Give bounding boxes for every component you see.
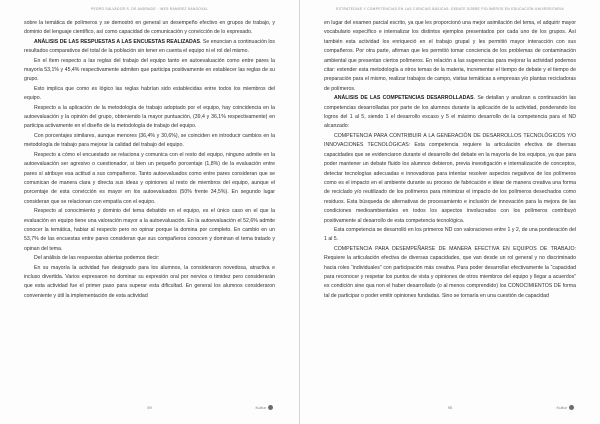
section-paragraph: ANÁLISIS DE LAS COMPETENCIAS DESARROLLADAS. Se detallan y analizan a continuación las competencias desarrolladas por parte de los alumnos durante la aplicación de la actividad, ponderando los logros del 1 al 5, siendo 1 el desarrollo escaso y 5 el máximo desarrollo de la competencia para el ND alcanzado: (324, 95, 576, 130)
journal-brand (557, 405, 574, 410)
paragraph: Con porcentajes similares, aunque menores (36,4% y 30,6%), se coinciden en introducir cambios en la metodología de trabajo para mejorar la calidad del trabajo del equipo. (24, 132, 275, 149)
paragraph: Respecto al conocimiento y dominio del tema debatido en el equipo, es el único caso en el que la evaluación en equipo tiene una valoración mayor a la autoevaluación. En la autoevaluación el 52,6% admite conocer la temática, habiar al respecto pero no opinar porque la domina por completo. En cambio en un 53,7% de las encuestas entre pares consideran que sus compañeros conocen y dominan el tema tratado y opinan del tema. (24, 208, 275, 252)
journal-brand (256, 405, 273, 410)
paragraph: Del análisis de las respuestas abiertas podemos decir: (34, 255, 160, 262)
paragraph: sobre la temática de polímeros y se demostró en general un desempeño efectivo en grupos de trabajo, y dominio del lenguaje científico, así como capacidad de comunicación y convicción de lo expresado. (24, 20, 275, 36)
section-heading: ANÁLISIS DE LAS RESPUESTAS A LAS ENCUESTAS REALIZADAS (34, 38, 200, 45)
section-heading: ANÁLISIS DE LAS COMPETENCIAS DESARROLLADAS (334, 95, 474, 102)
paragraph: Respecto a cómo el encuestado se relaciona y comunica con el resto del equipo, ninguno admite en la autoevaluación ser agresivo o cuestionador, si bien un pequeño porcentaje (1,8%) de la evaluación entre pares sí atribuye esa actitud a sus compañeros. Tanto autoevaluados como entre pares consideran que se comunican de manera clara y directa sus ideas y opiniones al resto de miembros del equipo, aunque el porcentaje de esta convicción es mayor en los autoevaluados (50% frente 34,5%). En segundo lugar consideran que se relacionan con empatía con el equipo. (24, 151, 275, 205)
journal-logo-icon (569, 405, 574, 410)
section-paragraph: ANÁLISIS DE LAS RESPUESTAS A LAS ENCUESTAS REALIZADAS. Se enuncian a continuación los resultados comparativos del total de la población sin tener en cuenta el equipo ni el rol del mismo. (24, 38, 275, 55)
paragraph: En el ítem respecto a las reglas del trabajo del equipo tanto en autoevaluación como entre pares la mayoría 53,1% y 45,4% respectivamente admiten que participa positivamente en establecer las reglas de su grupo. (24, 57, 275, 83)
left-text-column (24, 19, 275, 414)
paragraph: Respecto a la aplicación de la metodología de trabajo adoptado por el equipo, hay coincidencia en la autoevaluación y la opinión del grupo, obteniendo la mayor puntuación, (39,4 y 36,1% respectivamente) en participa activamente en el diseño de la metodología de trabajo del equipo. (24, 104, 275, 130)
paragraph: COMPETENCIA PARA CONTRIBUIR A LA GENERACIÓN DE DESARROLLOS TECNOLÓGICOS Y/O INNOVACIONES TECNOLÓGICAS: Esta competencia requiere la articulación efectiva de diversas capacidades que se evidenciaron durante el desarrollo del debate en la mayoría de los equipos, ya que para poder mantener un debate fluido los alumnos debieron, previa investigación e internalización de conceptos, detectar tecnologías adecuadas e innovadoras para intentar resolver aspectos negativos de los polímeros como es el impacto en el ambiente durante su proceso de fabricación e idear de manera creativa una forma de reciclado y/o reutilizado de los polímeros para minimizar el impacto de los polímeros desechados como residuos. Esta búsqueda de alternativas de procesamiento e inclusión de innovación para la mejora de las condiciones medioambientales en todos los aspectos involucrados con los polímeros contribuyó positivamente al desarrollo de esta competencia tecnológica. (324, 132, 576, 224)
running-head: PEDRO SALVADOR S. DE ANDRADE · INES RAMIREZ SANDOVAL (90, 7, 209, 11)
journal-logo-icon (268, 405, 273, 410)
right-text-column (324, 19, 576, 414)
page-footer (300, 404, 600, 412)
journal-name: Kultur (255, 405, 266, 410)
paragraph: en lugar del examen parcial escrito, ya que les proporcionó una mejor asimilación del tema, el adquirir mayor vocabulario específico e internalizar los distintos ejemplos presentados por cada uno de los grupos. Así también esta actividad los enriqueció en el trabajo grupal y les permitió mayor interacción con sus compañeros. Por otra parte, afirman que les permitió tomar conciencia de los problemas de contaminación ambiental que presentan ciertos polímeros. En relación a las sugerencias para mejorar la actividad podemos citar: extender esta metodología a otros temas de la materia, incrementar el tiempo de debate y el tiempo de preparación para el mismo, realizar trabajos de campo, visitas temáticas a empresas y/o plantas recicladoras de polímeros. (324, 20, 576, 92)
running-head: ESTRATEGIAS Y COMPETENCIAS EN LAS CIENCIAS BÁSICAS: DEBATE SOBRE POLÍMEROS EN EDUCACIÓN UNIVERSITARIA (336, 7, 564, 11)
page-footer (0, 404, 299, 412)
paragraph: Esta competencia se desarrolló en los primeros ND con valoraciones entre 1 y 2, de una ponderación del 1 al 5. (324, 226, 576, 243)
paragraph: En su mayoría la actividad fue designado para los alumnos, la consideraron novedosa, atractiva e incluso divertida. Varios expresaron no dominar su expresión oral por nervios o timidez pero considerarán que esta actividad fue el primer paso para superar esta dificultad. En general los alumnos consideraron conveniente y útil la implementación de esta actividad (24, 264, 275, 299)
page-number: 95 (447, 405, 453, 410)
page-number: 59 (147, 405, 152, 410)
right-page (300, 0, 600, 424)
paragraph: Esto implica que como es lógico las reglas habrían sido establecidas entre todos los miembros del equipo. (24, 85, 275, 102)
paragraph: COMPETENCIA PARA DESEMPEÑARSE DE MANERA EFECTIVA EN EQUIPOS DE TRABAJO: Requiere la articulación efectiva de diversas capacidades, que van desde un rol general y no discriminado hacia roles “individuales” con participación más creativa. Para poder desarrollar efectivamente la “capacidad para reconocer y respetar los puntos de vista y opiniones de otros miembros del equipo y llegar a acuerdos” es condición sine qua non el haber desarrollado (o al menos comprendido) los CONOCIMIENTOS DE forma tal de participar o poder emitir opiniones fundadas. Sino se tornaría en una cuestión de capacidad (324, 245, 576, 299)
journal-name: Kultur (556, 405, 567, 410)
